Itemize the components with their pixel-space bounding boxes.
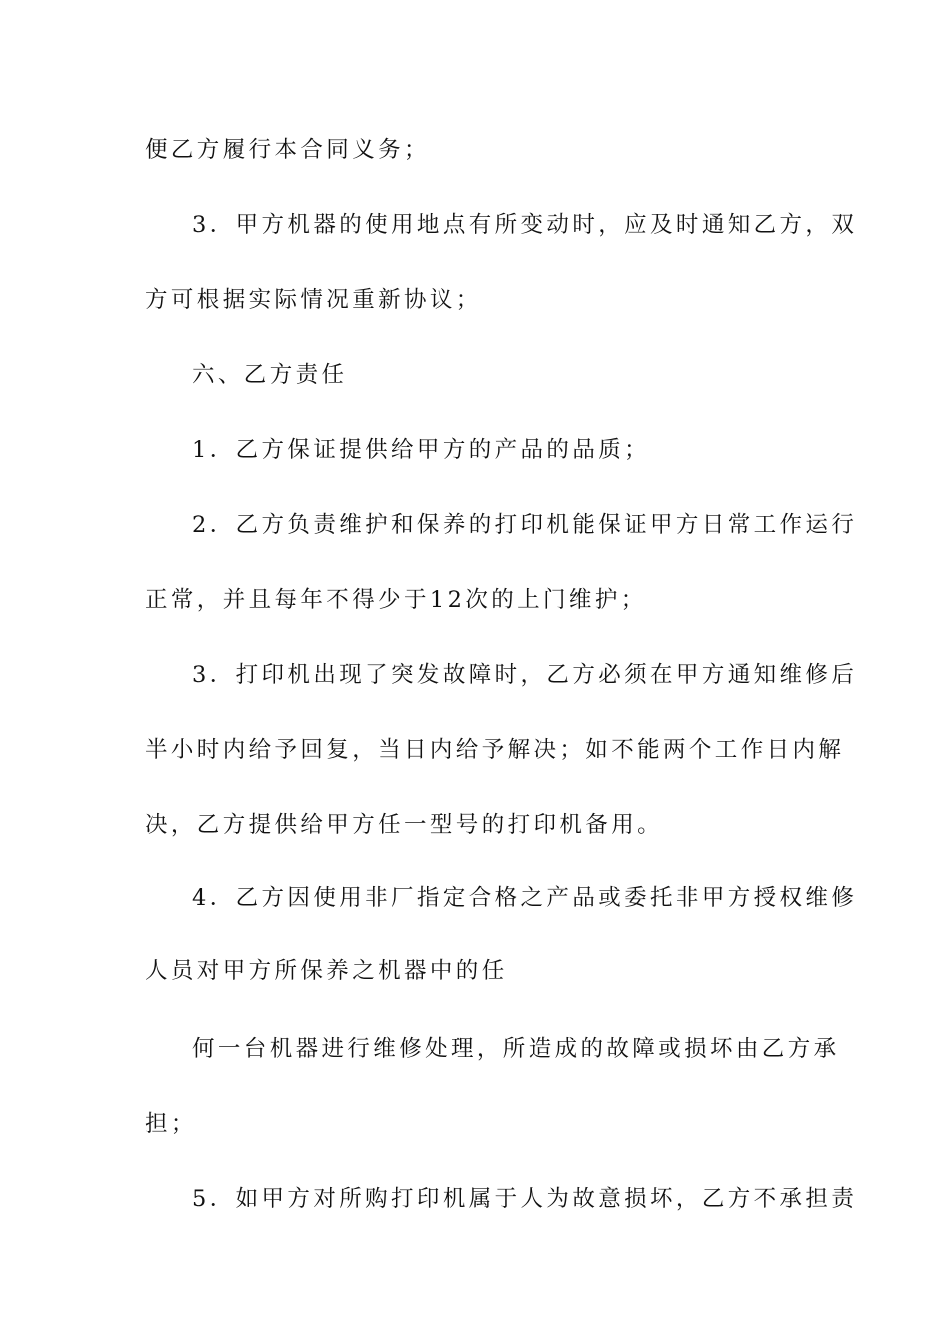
text-line: 担； xyxy=(145,1111,197,1137)
section-heading: 六、乙方责任 xyxy=(192,362,348,388)
text-line: 人员对甲方所保养之机器中的任 xyxy=(145,958,508,984)
text-line: 5．如甲方对所购打印机属于人为故意损坏，乙方不承担责 xyxy=(192,1186,858,1212)
text-line: 3．甲方机器的使用地点有所变动时，应及时通知乙方，双 xyxy=(192,212,858,238)
text-line: 1．乙方保证提供给甲方的产品的品质； xyxy=(192,437,651,463)
text-line: 半小时内给予回复，当日内给予解决；如不能两个工作日内解 xyxy=(145,737,845,763)
text-line: 2．乙方负责维护和保养的打印机能保证甲方日常工作运行 xyxy=(192,512,858,538)
text-line: 3．打印机出现了突发故障时，乙方必须在甲方通知维修后 xyxy=(192,662,858,688)
text-line: 4．乙方因使用非厂指定合格之产品或委托非甲方授权维修 xyxy=(192,885,858,911)
text-line: 便乙方履行本合同义务； xyxy=(145,137,430,163)
text-line: 何一台机器进行维修处理，所造成的故障或损坏由乙方承 xyxy=(192,1036,840,1062)
text-line: 方可根据实际情况重新协议； xyxy=(145,287,482,313)
text-line: 正常，并且每年不得少于12次的上门维护； xyxy=(145,587,647,613)
text-line: 决，乙方提供给甲方任一型号的打印机备用。 xyxy=(145,812,664,838)
